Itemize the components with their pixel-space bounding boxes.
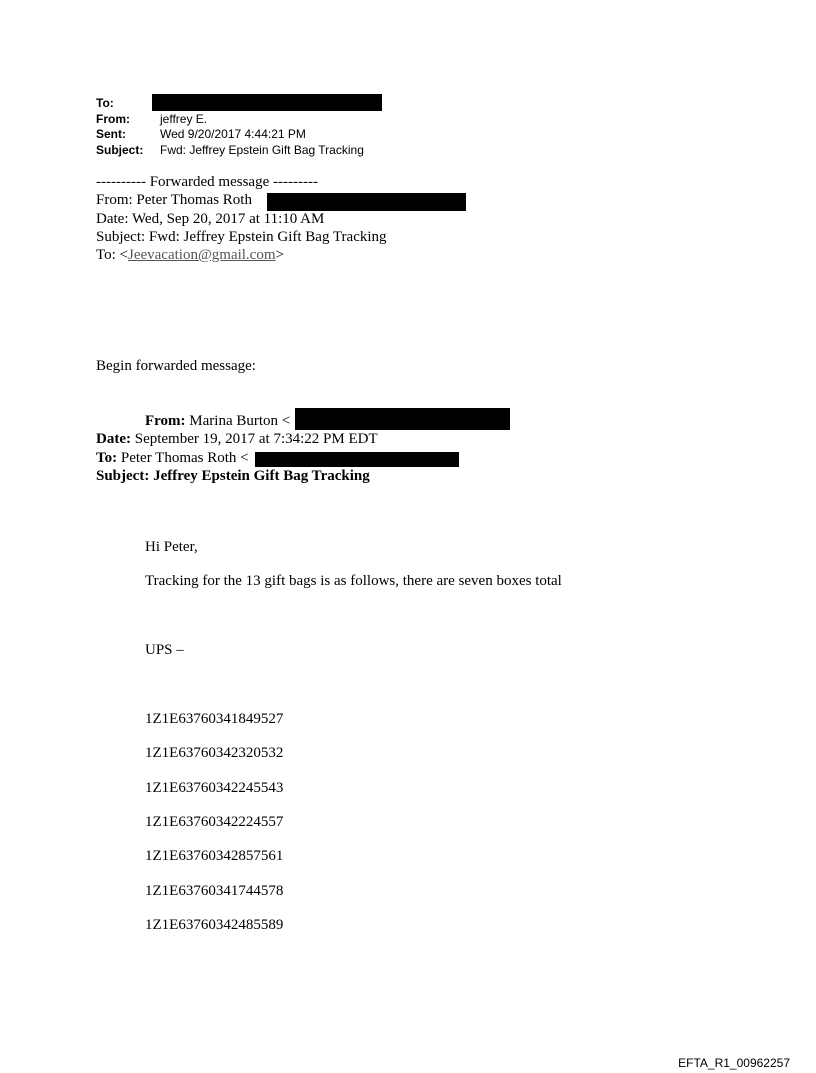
carrier-label: UPS –	[145, 642, 184, 658]
forward-from-line: From: Peter Thomas Roth	[96, 192, 252, 208]
from-value: jeffrey E.	[160, 112, 208, 126]
tracking-number: 1Z1E63760342857561	[145, 848, 284, 864]
redaction-bar	[295, 408, 510, 430]
redaction-bar	[152, 94, 382, 111]
email-link[interactable]: Jeevacation@gmail.com	[128, 247, 276, 263]
to-suffix: >	[275, 247, 284, 263]
nested-date-line	[96, 431, 378, 448]
tracking-number: 1Z1E63760342320532	[145, 745, 284, 761]
nested-subject-value: Jeffrey Epstein Gift Bag Tracking	[153, 468, 370, 484]
nested-date-label: Date:	[96, 431, 131, 447]
tracking-number: 1Z1E63760342224557	[145, 814, 284, 830]
tracking-number: 1Z1E63760341849527	[145, 711, 284, 727]
nested-date-value: September 19, 2017 at 7:34:22 PM EDT	[134, 431, 378, 447]
begin-forwarded-text: Begin forwarded message:	[96, 358, 256, 374]
greeting: Hi Peter,	[145, 539, 198, 555]
nested-from-label: From:	[145, 413, 186, 429]
nested-to-line	[96, 450, 249, 467]
redaction-bar	[267, 193, 466, 211]
tracking-number: 1Z1E63760342245543	[145, 780, 284, 796]
sent-value: Wed 9/20/2017 4:44:21 PM	[160, 127, 306, 141]
nested-from-line	[145, 413, 290, 430]
redaction-bar	[255, 452, 459, 467]
nested-to-value: Peter Thomas Roth <	[120, 450, 249, 466]
subject-label: Subject:	[96, 143, 144, 157]
subject-value: Fwd: Jeffrey Epstein Gift Bag Tracking	[160, 143, 364, 157]
document-id: EFTA_R1_00962257	[678, 1056, 790, 1070]
nested-subject-line	[96, 468, 370, 485]
sent-label: Sent:	[96, 127, 126, 141]
nested-to-label: To:	[96, 450, 118, 466]
forward-subject-line: Subject: Fwd: Jeffrey Epstein Gift Bag Tracking	[96, 229, 387, 245]
intro-text: Tracking for the 13 gift bags is as follows, there are seven boxes total	[145, 573, 562, 589]
forward-divider: ---------- Forwarded message ---------	[96, 174, 318, 190]
to-label: To:	[96, 96, 114, 110]
tracking-number: 1Z1E63760342485589	[145, 917, 284, 933]
forward-date-line: Date: Wed, Sep 20, 2017 at 11:10 AM	[96, 211, 325, 227]
from-label: From:	[96, 112, 130, 126]
nested-subject-label: Subject:	[96, 468, 150, 484]
forward-to-line	[96, 247, 284, 264]
tracking-number: 1Z1E63760341744578	[145, 883, 284, 899]
to-prefix: To: <	[96, 247, 128, 263]
nested-from-value: Marina Burton <	[189, 413, 291, 429]
